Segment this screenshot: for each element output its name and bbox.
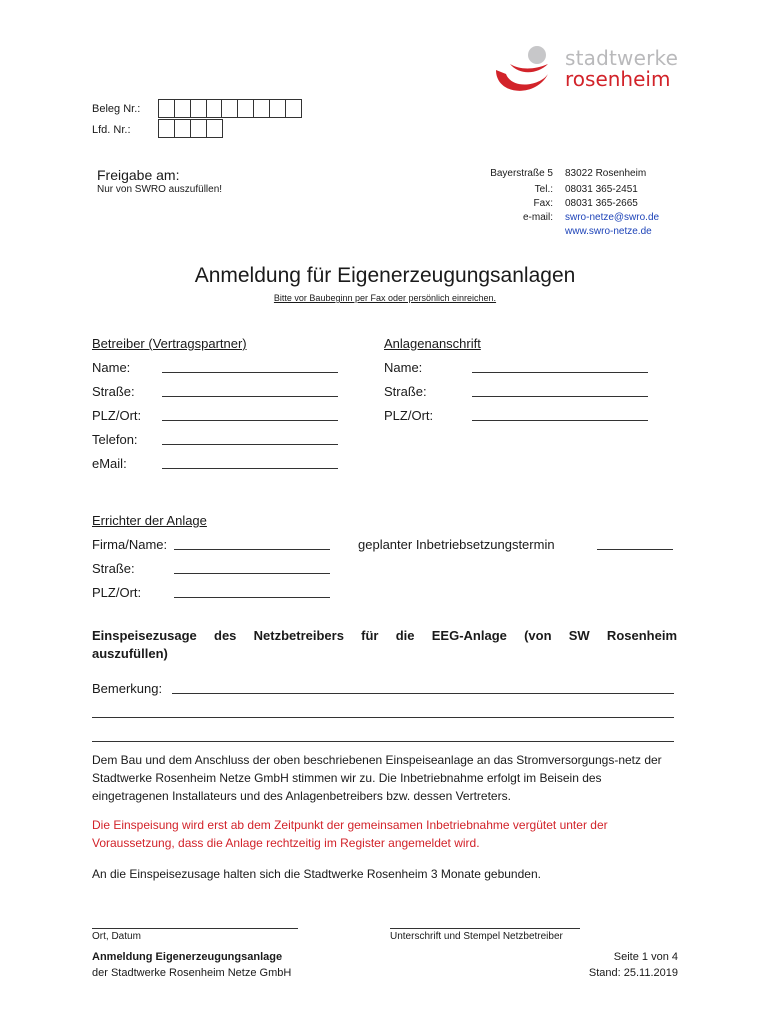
footer-page: Seite 1 von 4	[613, 951, 678, 963]
errichter-firma-label: Firma/Name:	[92, 537, 168, 552]
ort-datum-label: Ort, Datum	[92, 931, 141, 942]
beleg-label: Beleg Nr.:	[92, 103, 141, 115]
lfd-box[interactable]	[174, 119, 191, 138]
anlage-name-field[interactable]	[472, 360, 648, 373]
beleg-box[interactable]	[285, 99, 302, 118]
lfd-box[interactable]	[190, 119, 207, 138]
anlage-plz-label: PLZ/Ort:	[384, 408, 434, 423]
errichter-title: Errichter der Anlage	[92, 513, 207, 528]
errichter-strasse-field[interactable]	[174, 561, 330, 574]
betreiber-strasse-field[interactable]	[162, 384, 338, 397]
page-title: Anmeldung für Eigenerzeugungsanlagen	[194, 264, 576, 287]
betreiber-title: Betreiber (Vertragspartner)	[92, 336, 247, 351]
betreiber-telefon-field[interactable]	[162, 432, 338, 445]
fax-value: 08031 365-2665	[565, 198, 638, 209]
errichter-plz-field[interactable]	[174, 585, 330, 598]
footer-title: Anmeldung Eigenerzeugungsanlage	[92, 951, 283, 963]
beleg-box[interactable]	[253, 99, 270, 118]
anlage-strasse-field[interactable]	[472, 384, 648, 397]
address-street: Bayerstraße 5	[490, 168, 553, 179]
bemerkung-field-3[interactable]	[92, 729, 674, 742]
email-link[interactable]: swro-netze@swro.de	[565, 212, 660, 223]
lfd-label: Lfd. Nr.:	[92, 124, 131, 136]
consent-paragraph: Dem Bau und dem Anschluss der oben beschriebenen Einspeiseanlage an das Stromversorgungs-netz der Stadtwerke Rosenheim Netze GmbH stimmen wir zu. Die Inbetriebnahme erfolgt im Beisein des eingetragenen Installateurs und des Anlagenbetreibers bzw. dessen Vertreters.	[92, 753, 662, 803]
betreiber-name-field[interactable]	[162, 360, 338, 373]
tel-value: 08031 365-2451	[565, 184, 638, 195]
beleg-box[interactable]	[158, 99, 175, 118]
anlage-strasse-label: Straße:	[384, 384, 427, 399]
bemerkung-field-2[interactable]	[92, 705, 674, 718]
betreiber-plz-field[interactable]	[162, 408, 338, 421]
errichter-termin-label: geplanter Inbetriebsetzungstermin	[358, 537, 555, 552]
bemerkung-label: Bemerkung:	[92, 681, 163, 696]
betreiber-email-field[interactable]	[162, 456, 338, 469]
web-link[interactable]: www.swro-netze.de	[565, 226, 652, 237]
beleg-boxes-2[interactable]	[221, 99, 301, 118]
errichter-strasse-label: Straße:	[92, 561, 135, 576]
tel-label: Tel.:	[534, 184, 553, 195]
beleg-box[interactable]	[190, 99, 207, 118]
einspeise-title: Einspeisezusage des Netzbetreibers für die EEG-Anlage (von SW Rosenheim auszufüllen)	[92, 628, 677, 661]
beleg-box[interactable]	[269, 99, 286, 118]
betreiber-strasse-label: Straße:	[92, 384, 135, 399]
betreiber-email-label: eMail:	[92, 456, 127, 471]
errichter-firma-field[interactable]	[174, 537, 330, 550]
errichter-plz-label: PLZ/Ort:	[92, 585, 142, 600]
company-logo	[490, 40, 690, 100]
beleg-box[interactable]	[174, 99, 191, 118]
freigabe-note: Nur von SWRO auszufüllen!	[97, 184, 223, 195]
betreiber-telefon-label: Telefon:	[92, 432, 138, 447]
footer-stand: Stand: 25.11.2019	[588, 967, 678, 979]
logo-line2: rosenheim	[565, 67, 671, 91]
beleg-box[interactable]	[237, 99, 254, 118]
anlage-name-label: Name:	[384, 360, 423, 375]
logo-line1: stadtwerke	[565, 46, 679, 70]
notice-paragraph: Die Einspeisung wird erst ab dem Zeitpunkt der gemeinsamen Inbetriebnahme vergütet unter der Voraussetzung, dass die Anlage rechtzeitig im Register angemeldet wird.	[92, 818, 608, 850]
anlage-title: Anlagenanschrift	[384, 336, 481, 351]
ort-datum-field[interactable]	[92, 916, 298, 929]
errichter-termin-field[interactable]	[597, 537, 673, 550]
betreiber-name-label: Name:	[92, 360, 131, 375]
lfd-boxes[interactable]	[158, 119, 222, 138]
address-city: 83022 Rosenheim	[565, 168, 647, 179]
fax-label: Fax:	[533, 198, 553, 209]
page-subtitle: Bitte vor Baubeginn per Fax oder persönlich einreichen.	[273, 293, 497, 303]
footer-company: der Stadtwerke Rosenheim Netze GmbH	[92, 967, 292, 979]
binding-paragraph: An die Einspeisezusage halten sich die Stadtwerke Rosenheim 3 Monate gebunden.	[92, 867, 541, 881]
beleg-boxes-1[interactable]	[158, 99, 222, 118]
unterschrift-label: Unterschrift und Stempel Netzbetreiber	[390, 931, 563, 942]
email-label: e-mail:	[522, 212, 553, 223]
betreiber-plz-label: PLZ/Ort:	[92, 408, 142, 423]
bemerkung-field-1[interactable]	[172, 681, 674, 694]
lfd-box[interactable]	[206, 119, 223, 138]
freigabe-title: Freigabe am:	[97, 167, 180, 183]
anlage-plz-field[interactable]	[472, 408, 648, 421]
lfd-box[interactable]	[158, 119, 175, 138]
logo-mark	[490, 40, 562, 100]
beleg-box[interactable]	[221, 99, 238, 118]
unterschrift-field[interactable]	[390, 916, 580, 929]
